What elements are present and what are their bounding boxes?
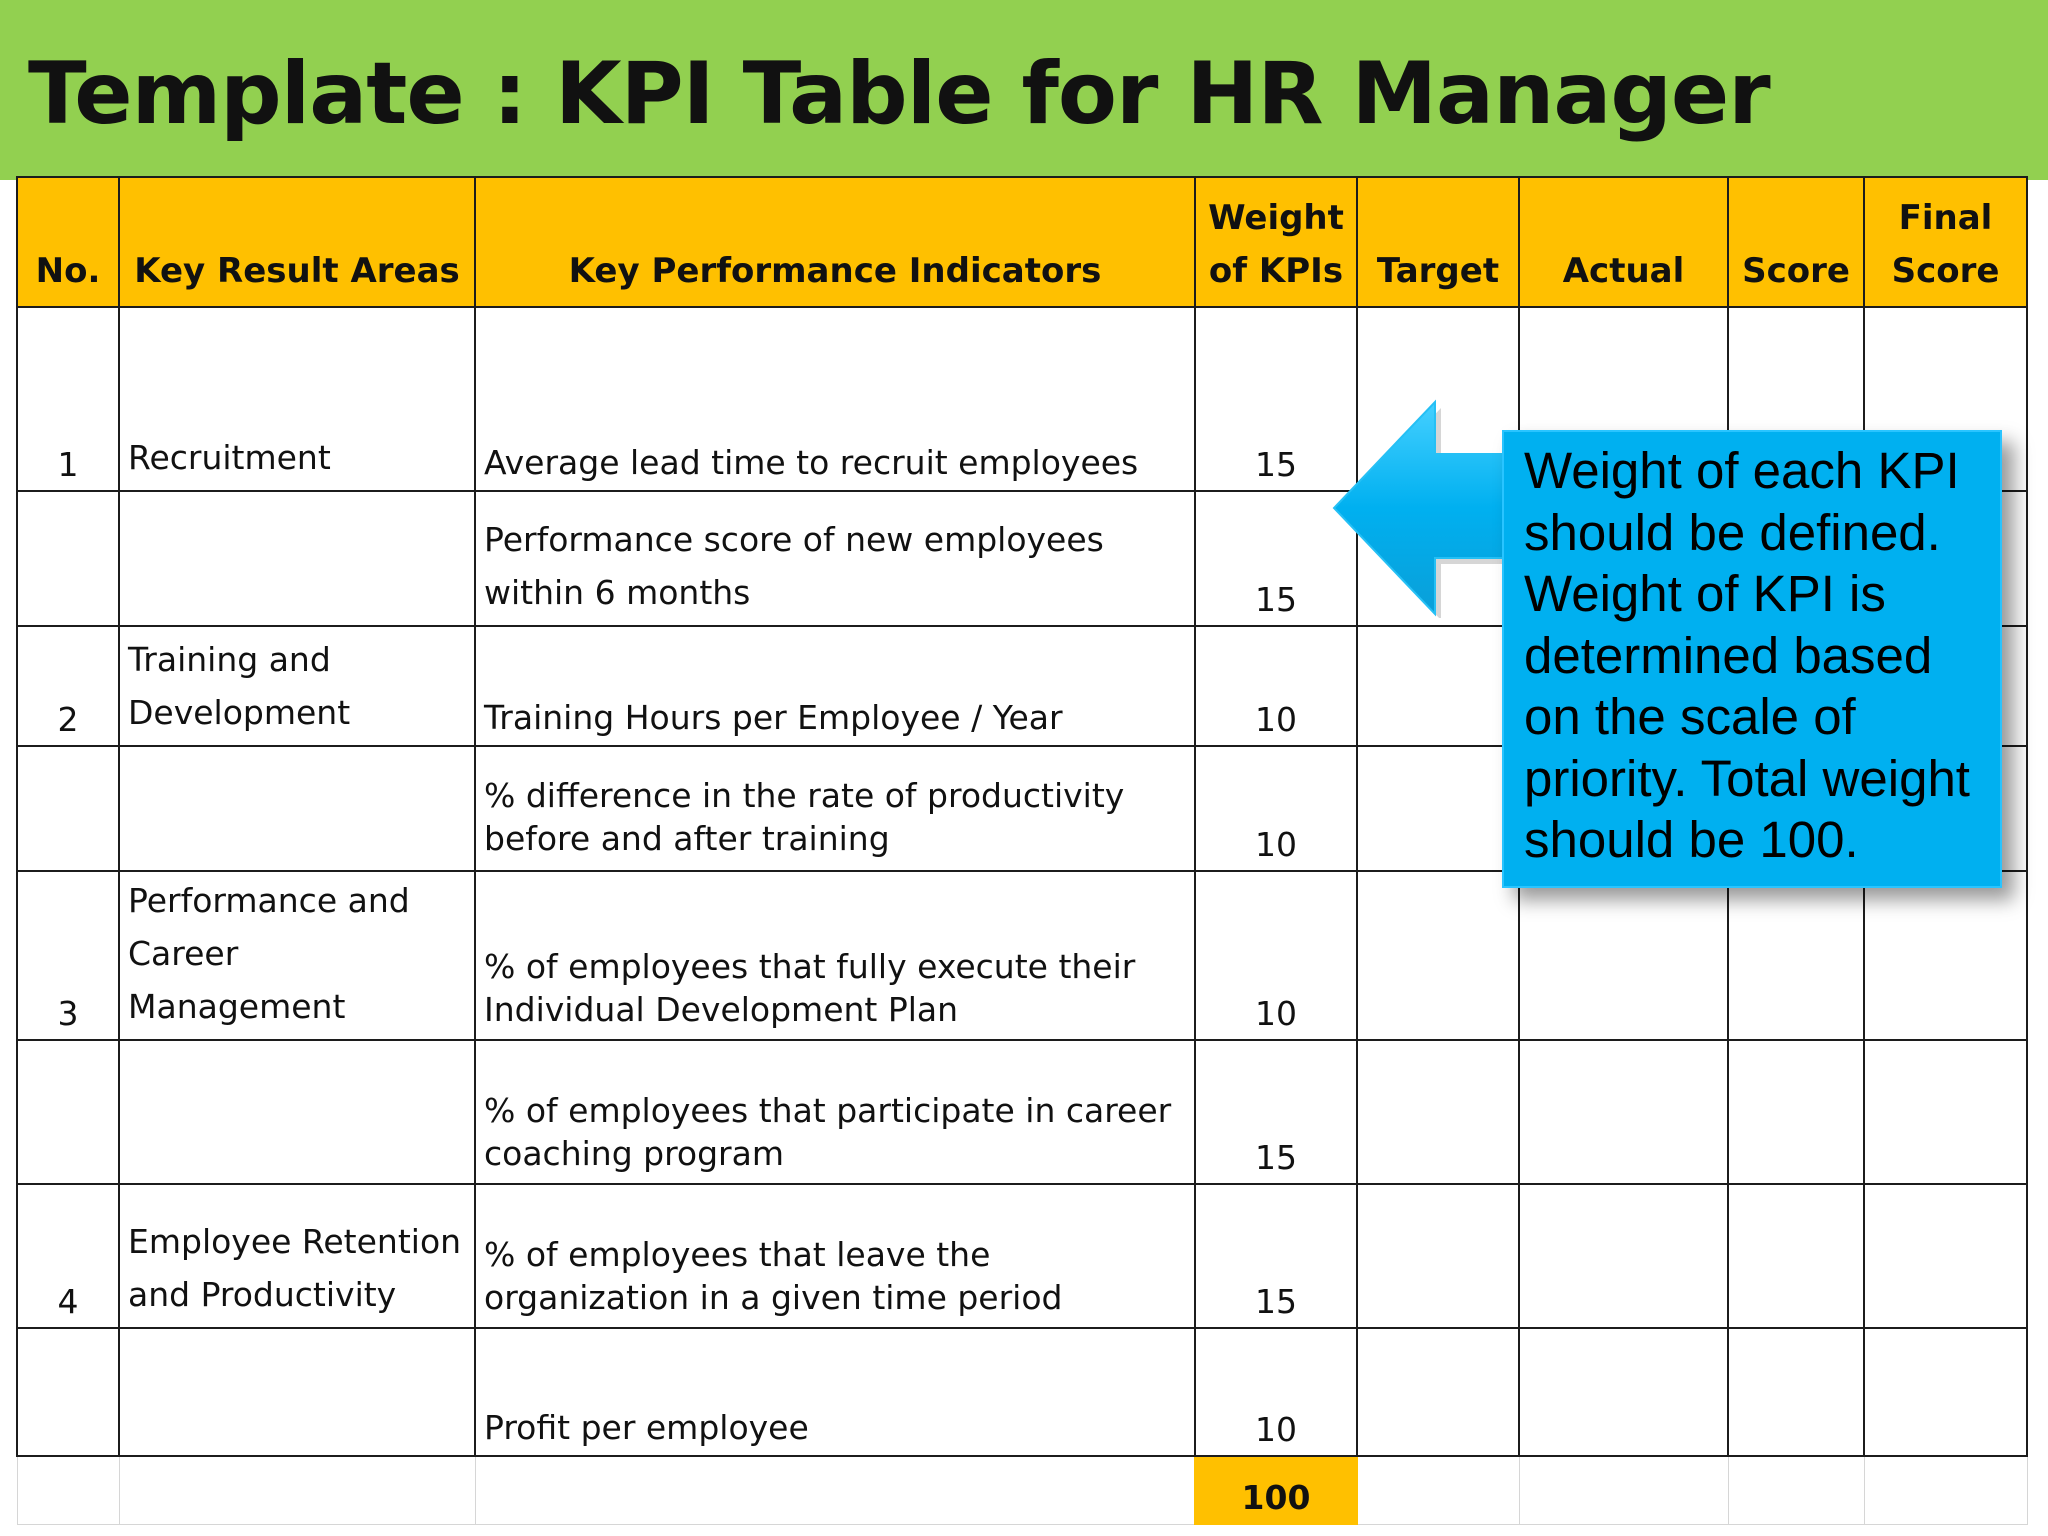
key-result-area: Recruitment bbox=[119, 307, 475, 491]
kpi-weight: 15 bbox=[1195, 1040, 1357, 1184]
row-number bbox=[17, 1328, 119, 1456]
row-number: 1 bbox=[17, 307, 119, 491]
header-weight bbox=[1195, 177, 1357, 307]
key-result-area bbox=[119, 1040, 475, 1184]
actual-cell[interactable] bbox=[1519, 871, 1728, 1040]
kpi-description: Performance score of new employees within 6 months bbox=[475, 491, 1195, 626]
kpi-description: % difference in the rate of productivity before and after training bbox=[475, 746, 1195, 871]
total-weight: 100 bbox=[1195, 1456, 1357, 1524]
header-row bbox=[17, 177, 2027, 307]
key-result-area: Performance and Career Management bbox=[119, 871, 475, 1040]
table-row bbox=[17, 1328, 2027, 1456]
target-cell[interactable] bbox=[1357, 1040, 1519, 1184]
total-empty-cell bbox=[1728, 1456, 1864, 1524]
target-cell[interactable] bbox=[1357, 1328, 1519, 1456]
target-cell[interactable] bbox=[1357, 746, 1519, 871]
key-result-area: Employee Retention and Productivity bbox=[119, 1184, 475, 1328]
page-title: Template : KPI Table for HR Manager bbox=[28, 44, 1770, 144]
row-number: 2 bbox=[17, 626, 119, 746]
kpi-weight: 15 bbox=[1195, 307, 1357, 491]
header-target: Target bbox=[1357, 177, 1519, 307]
total-empty-cell bbox=[17, 1456, 119, 1524]
callout-text: Weight of each KPI should be defined. Weight of KPI is determined based on the scale of priority. Total weight should be 100. bbox=[1524, 442, 1970, 868]
score-cell[interactable] bbox=[1728, 1184, 1864, 1328]
header-final-line2: Score bbox=[1891, 251, 2000, 291]
key-result-area bbox=[119, 491, 475, 626]
kpi-weight: 10 bbox=[1195, 871, 1357, 1040]
score-cell[interactable] bbox=[1728, 1040, 1864, 1184]
header-final-score bbox=[1864, 177, 2027, 307]
key-result-area bbox=[119, 1328, 475, 1456]
actual-cell[interactable] bbox=[1519, 1328, 1728, 1456]
header-weight-line2: of KPIs bbox=[1208, 251, 1344, 291]
kpi-weight: 10 bbox=[1195, 1328, 1357, 1456]
kpi-description: % of employees that participate in career coaching program bbox=[475, 1040, 1195, 1184]
total-row bbox=[17, 1456, 2027, 1524]
total-empty-cell bbox=[1357, 1456, 1519, 1524]
key-result-area bbox=[119, 746, 475, 871]
kpi-description: % of employees that leave the organization in a given time period bbox=[475, 1184, 1195, 1328]
table-row bbox=[17, 1184, 2027, 1328]
key-result-area: Training and Development bbox=[119, 626, 475, 746]
table-row bbox=[17, 871, 2027, 1040]
header-no: No. bbox=[17, 177, 119, 307]
score-cell[interactable] bbox=[1728, 1328, 1864, 1456]
final-score-cell[interactable] bbox=[1864, 1328, 2027, 1456]
kpi-description: % of employees that fully execute their Individual Development Plan bbox=[475, 871, 1195, 1040]
total-empty-cell bbox=[1864, 1456, 2027, 1524]
header-final-line1: Final bbox=[1898, 198, 1993, 238]
target-cell[interactable] bbox=[1357, 626, 1519, 746]
final-score-cell[interactable] bbox=[1864, 871, 2027, 1040]
actual-cell[interactable] bbox=[1519, 1184, 1728, 1328]
total-empty-cell bbox=[1519, 1456, 1728, 1524]
row-number: 3 bbox=[17, 871, 119, 1040]
header-score: Score bbox=[1728, 177, 1864, 307]
header-key-result-areas: Key Result Areas bbox=[119, 177, 475, 307]
kpi-weight: 10 bbox=[1195, 626, 1357, 746]
row-number bbox=[17, 746, 119, 871]
target-cell[interactable] bbox=[1357, 871, 1519, 1040]
header-key-performance-indicators: Key Performance Indicators bbox=[475, 177, 1195, 307]
row-number bbox=[17, 1040, 119, 1184]
row-number bbox=[17, 491, 119, 626]
score-cell[interactable] bbox=[1728, 871, 1864, 1040]
kpi-description: Training Hours per Employee / Year bbox=[475, 626, 1195, 746]
total-empty-cell bbox=[119, 1456, 475, 1524]
kpi-weight: 15 bbox=[1195, 1184, 1357, 1328]
final-score-cell[interactable] bbox=[1864, 1184, 2027, 1328]
row-number: 4 bbox=[17, 1184, 119, 1328]
kpi-weight: 10 bbox=[1195, 746, 1357, 871]
kpi-description: Average lead time to recruit employees bbox=[475, 307, 1195, 491]
table-row bbox=[17, 1040, 2027, 1184]
target-cell[interactable] bbox=[1357, 1184, 1519, 1328]
actual-cell[interactable] bbox=[1519, 1040, 1728, 1184]
kpi-description: Profit per employee bbox=[475, 1328, 1195, 1456]
total-empty-cell bbox=[475, 1456, 1195, 1524]
arrow-shape bbox=[1334, 402, 1530, 614]
kpi-weight: 15 bbox=[1195, 491, 1357, 626]
header-actual: Actual bbox=[1519, 177, 1728, 307]
header-weight-line1: Weight bbox=[1208, 198, 1344, 238]
left-arrow-icon bbox=[1320, 396, 1530, 618]
final-score-cell[interactable] bbox=[1864, 1040, 2027, 1184]
